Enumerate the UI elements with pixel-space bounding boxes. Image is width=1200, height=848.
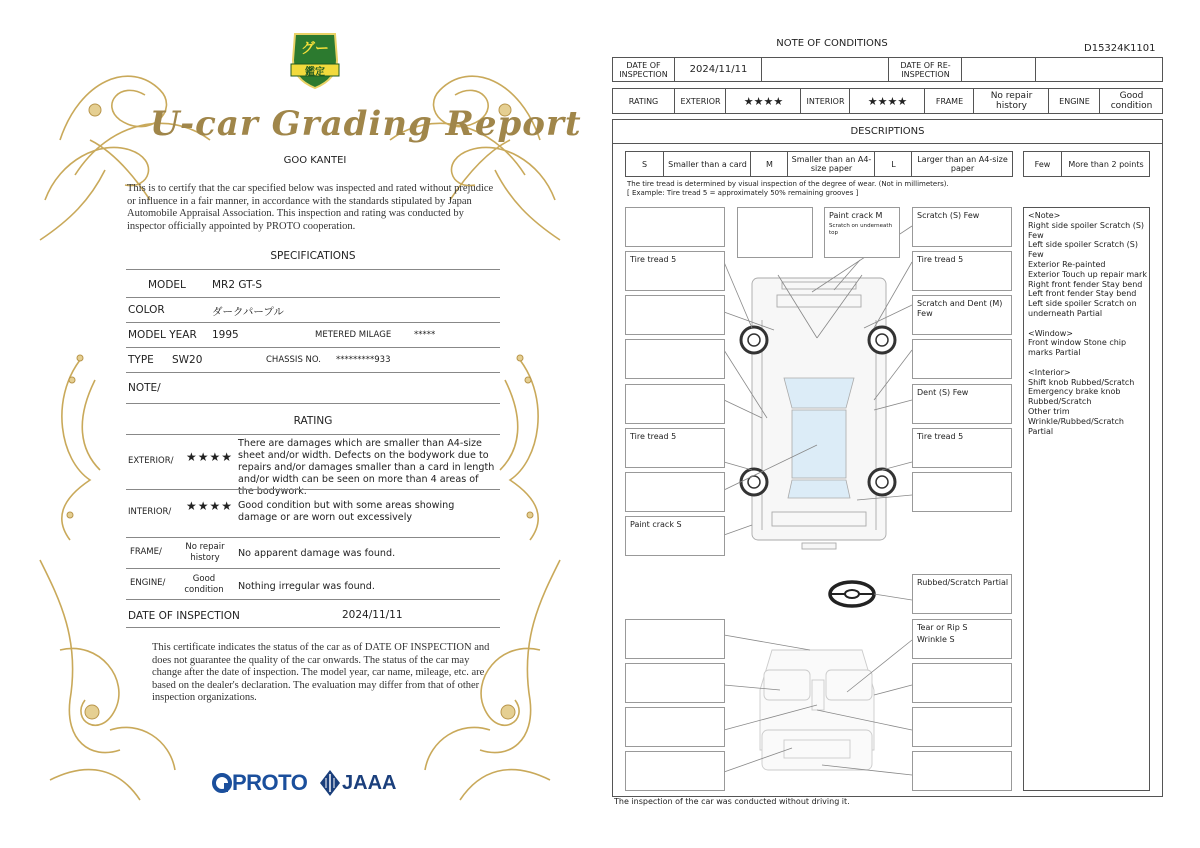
note-line: <Note>	[1028, 211, 1061, 220]
badge-top-text: グー	[301, 41, 329, 57]
frame-label: FRAME	[926, 89, 974, 113]
note-line: Wrinkle/Rubbed/Scratch Partial	[1028, 416, 1124, 436]
type-label: TYPE	[128, 354, 154, 366]
engine-value: Good condition	[1110, 91, 1153, 111]
wheel-front-left	[741, 327, 767, 353]
callout-dent-s-few: Dent (S) Few	[917, 388, 969, 397]
note-line: Exterior Re-painted	[1028, 259, 1106, 269]
notes-panel	[1023, 207, 1150, 791]
date-of-inspection-label: DATE OF INSPECTION	[613, 58, 675, 81]
badge-bottom-text: 鑑定	[305, 67, 325, 78]
callout-box-paint-crack-s	[625, 516, 725, 556]
legend-m-desc: Smaller than an A4-size paper	[789, 152, 875, 176]
callout-box	[912, 751, 1012, 791]
callout-box	[625, 751, 725, 791]
steering-wheel-icon	[830, 582, 874, 606]
color-label: COLOR	[128, 304, 165, 316]
legend-few-code: Few	[1024, 152, 1062, 176]
legend-s-code: S	[626, 152, 664, 176]
descriptions-header: DESCRIPTIONS	[613, 120, 1162, 144]
exterior-label: EXTERIOR/	[128, 456, 174, 466]
frame-value: No repair history	[185, 542, 225, 563]
jaaa-logo-icon	[320, 770, 340, 796]
model-value: MR2 GT-S	[212, 279, 263, 291]
proto-logo-icon	[212, 773, 232, 793]
engine-description: Nothing irregular was found.	[238, 581, 375, 592]
divider	[126, 403, 500, 404]
callout-box-front-left	[625, 207, 725, 247]
date-of-inspection-value: 2024/11/11	[342, 609, 403, 621]
tire-note-2: [ Example: Tire tread 5 = approximately 50% remaining grooves ]	[627, 189, 859, 197]
exterior-stars: ★★★★	[727, 89, 801, 113]
note-line	[1028, 319, 1148, 329]
mileage-label: METERED MILAGE	[315, 330, 392, 340]
callout-box	[625, 295, 725, 335]
callout-box	[912, 707, 1012, 747]
callout-box	[625, 619, 725, 659]
callout-box-rubbed-scratch	[912, 574, 1012, 614]
legend-few-desc: More than 2 points	[1068, 159, 1144, 169]
callout-paint-crack-s: Paint crack S	[630, 520, 682, 529]
mileage-value: *****	[414, 330, 436, 340]
chassis-value: *********933	[336, 355, 391, 365]
wheel-rear-right	[869, 469, 895, 495]
wheel-rear-left	[741, 469, 767, 495]
divider	[126, 322, 500, 323]
exterior-stars: ★★★★	[186, 450, 234, 464]
callout-box-tire-front-right	[912, 251, 1012, 291]
note-line: <Interior>	[1028, 367, 1071, 377]
callout-box-tire-rear-right	[912, 428, 1012, 468]
callout-tire-rear-left: Tire tread 5	[630, 432, 677, 441]
legend-s-desc: Smaller than a card	[665, 152, 751, 176]
callout-box	[625, 663, 725, 703]
interior-label: INTERIOR/	[128, 507, 172, 517]
certificate-disclaimer: This certificate indicates the status of the car as of DATE OF INSPECTION and does not guarantee the quality of the car onwards. The status of the car may change after the date of inspection. The model year, car name, mileage, etc. are based on the dealer's declaration. The evaluation may differ from that of other inspection organizations.	[152, 642, 490, 703]
note-line: Right side spoiler Scratch (S) Few	[1028, 220, 1145, 240]
document-id: D15324K1101	[1084, 43, 1156, 54]
report-title: U-car Grading Report	[150, 104, 582, 144]
notes-list	[1028, 211, 1148, 436]
divider	[126, 568, 500, 569]
divider	[126, 347, 500, 348]
specifications-header: SPECIFICATIONS	[270, 250, 356, 262]
divider	[126, 489, 500, 490]
note-line: Left side spoiler Scratch on underneath Partial	[1028, 299, 1137, 318]
divider	[126, 599, 500, 600]
note-line: Shift knob Rubbed/Scratch	[1028, 377, 1135, 387]
frame-label: FRAME/	[130, 547, 162, 557]
note-line: Left side spoiler Scratch (S) Few	[1028, 240, 1139, 260]
callout-paint-crack-m-sub: Scratch on underneath top	[829, 223, 893, 236]
callout-box	[912, 663, 1012, 703]
note-line: Exterior Touch up repair mark	[1028, 269, 1147, 279]
callout-tire-front-right: Tire tread 5	[917, 255, 964, 264]
model-label: MODEL	[148, 279, 186, 291]
report-subtitle: GOO KANTEI	[283, 155, 347, 166]
model-year-label: MODEL YEAR	[128, 329, 197, 341]
divider	[126, 434, 500, 435]
proto-logo-text: PROTO	[232, 770, 308, 795]
callout-box	[625, 384, 725, 424]
note-line: Other trim	[1028, 406, 1070, 416]
re-inspection-label: DATE OF RE-INSPECTION	[890, 58, 962, 81]
callout-tire-front-left: Tire tread 5	[630, 255, 677, 264]
chassis-label: CHASSIS NO.	[266, 355, 321, 365]
callout-scratch-dent-m-few: Scratch and Dent (M) Few	[917, 299, 1003, 318]
legend-l-code: L	[876, 152, 912, 176]
divider	[126, 627, 500, 628]
callout-box-dent-s-few	[912, 384, 1012, 424]
date-of-inspection-value: 2024/11/11	[676, 58, 762, 81]
interior-stars: ★★★★	[851, 89, 925, 113]
callout-box	[737, 207, 813, 258]
callout-rubbed-scratch-partial: Rubbed/Scratch Partial	[917, 578, 1009, 587]
date-of-inspection-label: DATE OF INSPECTION	[128, 610, 240, 622]
front-bumper	[782, 282, 856, 289]
re-inspection-value	[963, 58, 1036, 81]
goo-kantei-badge	[287, 30, 343, 92]
interior-label: INTERIOR	[802, 89, 850, 113]
exterior-description: There are damages which are smaller than A4-size sheet and/or width. Defects on the bodywork due to repairs and/or damages smaller than a card in length and/or width can be seen on more than 4 areas of the bodywork.	[238, 438, 495, 497]
divider	[126, 372, 500, 373]
callout-box-scratch-s-few	[912, 207, 1012, 247]
divider	[126, 537, 500, 538]
model-year-value: 1995	[212, 329, 239, 341]
type-value: SW20	[172, 354, 203, 366]
note-line: Left front fender Stay bend	[1028, 289, 1137, 299]
certification-text: This is to certify that the car specified below was inspected and rated without prejudice or influence in a fair manner, in accordance with the standards stipulated by Japan Automobile Appraisal Association. This inspection and rating was conducted by inspector officially appointed by PROTO cooperation.	[127, 183, 494, 232]
callout-paint-crack-m: Paint crack M	[829, 211, 883, 220]
legend-l-desc: Larger than an A4-size paper	[917, 155, 1008, 173]
roof-glass	[792, 410, 846, 478]
callout-wrinkle-s: Wrinkle S	[917, 635, 955, 644]
rear-bumper	[772, 512, 866, 526]
exterior-label: EXTERIOR	[676, 89, 726, 113]
callout-scratch-s-few: Scratch (S) Few	[917, 211, 980, 220]
rating-label: RATING	[613, 89, 675, 113]
wheel-front-right	[869, 327, 895, 353]
tire-note-1: The tire tread is determined by visual inspection of the degree of wear. (Not in millimeters).	[627, 180, 949, 188]
interior-stars: ★★★★	[186, 499, 234, 513]
sheet-title: NOTE OF CONDITIONS	[776, 38, 888, 49]
color-value: ダークパープル	[212, 306, 284, 318]
interior-description: Good condition but with some areas showing damage or are worn out excessively	[238, 500, 455, 523]
frame-value: No repair history	[975, 89, 1049, 113]
jaaa-logo-text: JAAA	[342, 772, 397, 794]
note-line: Right front fender Stay bend	[1028, 279, 1143, 289]
sheet-footer-note: The inspection of the car was conducted without driving it.	[614, 797, 850, 806]
frame-description: No apparent damage was found.	[238, 548, 396, 559]
callout-box	[625, 472, 725, 512]
front-spoiler	[777, 295, 861, 307]
callout-box	[625, 707, 725, 747]
note-line: <Window>	[1028, 328, 1073, 338]
rating-header: RATING	[293, 415, 333, 427]
callout-tear-rip-s: Tear or Rip S	[917, 623, 968, 632]
callout-box-paint-crack-m	[824, 207, 900, 258]
engine-value: Good condition	[184, 574, 224, 595]
note-label: NOTE/	[128, 382, 161, 394]
callout-box-scratch-dent-m-few	[912, 295, 1012, 335]
callout-box	[912, 339, 1012, 379]
callout-tire-rear-right: Tire tread 5	[917, 432, 964, 441]
car-body-outline	[752, 278, 886, 540]
note-line: Front window Stone chip marks Partial	[1028, 338, 1127, 358]
engine-label: ENGINE/	[130, 578, 166, 588]
callout-box-tire-rear-left	[625, 428, 725, 468]
date-blank-cell	[763, 58, 889, 81]
callout-box-tire-front-left	[625, 251, 725, 291]
divider	[126, 269, 500, 270]
note-line: Emergency brake knob Rubbed/Scratch	[1028, 387, 1121, 407]
note-line	[1028, 358, 1148, 368]
rear-window	[788, 480, 850, 498]
windshield	[784, 378, 854, 408]
callout-box-tear-wrinkle	[912, 619, 1012, 659]
engine-label: ENGINE	[1050, 89, 1100, 113]
callout-box	[912, 472, 1012, 512]
legend-m-code: M	[752, 152, 788, 176]
callout-box	[625, 339, 725, 379]
divider	[126, 297, 500, 298]
tail-plate	[802, 543, 836, 549]
